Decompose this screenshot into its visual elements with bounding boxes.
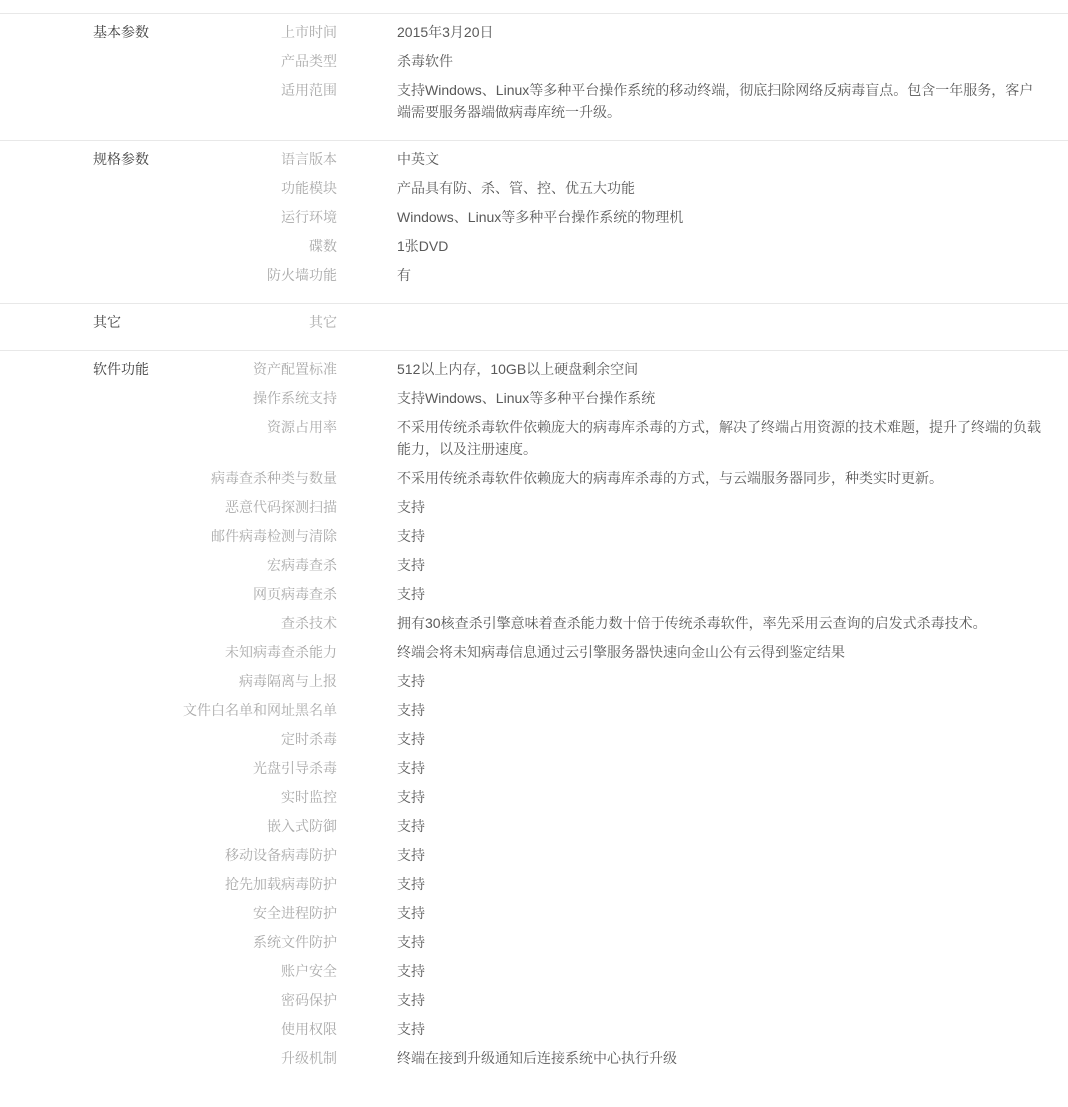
spec-row <box>0 815 1068 837</box>
spec-row-value: 支持 <box>397 499 425 515</box>
spec-row-value: 杀毒软件 <box>397 53 453 69</box>
spec-row-value: 支持 <box>397 876 425 892</box>
spec-row-label: 使用权限 <box>281 1021 337 1037</box>
spec-row-label: 网页病毒查杀 <box>253 586 337 602</box>
spec-row-value: 终端会将未知病毒信息通过云引擎服务器快速向金山公有云得到鉴定结果 <box>397 644 845 660</box>
spec-row-label: 升级机制 <box>281 1050 337 1066</box>
spec-row-value: 不采用传统杀毒软件依赖庞大的病毒库杀毒的方式，解决了终端占用资源的技术难题，提升了终端的负载能力，以及注册速度。 <box>397 419 1041 457</box>
spec-row-value: 支持 <box>397 528 425 544</box>
spec-row-value: 有 <box>397 267 411 283</box>
spec-row-label: 移动设备病毒防护 <box>225 847 337 863</box>
spec-row <box>0 387 1068 409</box>
spec-row-value: 支持 <box>397 673 425 689</box>
spec-row <box>0 525 1068 547</box>
spec-row <box>0 728 1068 750</box>
spec-row <box>0 21 1068 43</box>
section-title: 其它 <box>93 314 121 330</box>
spec-row-value: 拥有30核查杀引擎意味着查杀能力数十倍于传统杀毒软件，率先采用云查询的启发式杀毒技术。 <box>397 615 987 631</box>
spec-section <box>0 13 1068 140</box>
spec-row <box>0 902 1068 924</box>
spec-row-label: 产品类型 <box>281 53 337 69</box>
spec-row-value: 支持 <box>397 702 425 718</box>
spec-row-label: 适用范围 <box>281 82 337 98</box>
spec-row-label: 定时杀毒 <box>281 731 337 747</box>
spec-row-value: 512以上内存，10GB以上硬盘剩余空间 <box>397 361 639 377</box>
spec-row <box>0 235 1068 257</box>
spec-row <box>0 206 1068 228</box>
spec-row-value: 支持 <box>397 818 425 834</box>
spec-row-value: 支持 <box>397 586 425 602</box>
spec-row-label: 账户安全 <box>281 963 337 979</box>
spec-row-label: 功能模块 <box>281 180 337 196</box>
spec-row-label: 文件白名单和网址黑名单 <box>183 702 337 718</box>
spec-row-label: 资源占用率 <box>267 419 337 435</box>
spec-row-value: 支持 <box>397 789 425 805</box>
spec-row-value: 支持 <box>397 934 425 950</box>
spec-row <box>0 670 1068 692</box>
spec-row-label: 资产配置标准 <box>253 361 337 377</box>
spec-row-value: 终端在接到升级通知后连接系统中心执行升级 <box>397 1050 677 1066</box>
spec-row <box>0 583 1068 605</box>
spec-row <box>0 989 1068 1011</box>
spec-section <box>0 140 1068 303</box>
spec-row-value: 支持 <box>397 847 425 863</box>
spec-row-label: 安全进程防护 <box>253 905 337 921</box>
spec-row-label: 密码保护 <box>281 992 337 1008</box>
spec-row-value: 中英文 <box>397 151 439 167</box>
spec-row-label: 未知病毒查杀能力 <box>225 644 337 660</box>
spec-row-value: 支持 <box>397 760 425 776</box>
spec-row-label: 查杀技术 <box>281 615 337 631</box>
section-rows <box>0 358 1068 1069</box>
spec-row-label: 病毒查杀种类与数量 <box>211 470 337 486</box>
spec-row <box>0 699 1068 721</box>
section-title: 规格参数 <box>93 151 149 167</box>
spec-row <box>0 1047 1068 1069</box>
spec-row <box>0 873 1068 895</box>
spec-table <box>0 13 1068 1086</box>
spec-row <box>0 931 1068 953</box>
spec-row <box>0 467 1068 489</box>
spec-row-label: 实时监控 <box>281 789 337 805</box>
spec-row-value: 支持 <box>397 557 425 573</box>
section-title: 软件功能 <box>93 361 149 377</box>
spec-row-label: 上市时间 <box>281 24 337 40</box>
spec-row-label: 防火墙功能 <box>267 267 337 283</box>
spec-row-value: 支持 <box>397 992 425 1008</box>
spec-row-value: 支持 <box>397 1021 425 1037</box>
spec-row-value: 支持Windows、Linux等多种平台操作系统的移动终端，彻底扫除网络反病毒盲点。包含一年服务，客户端需要服务器端做病毒库统一升级。 <box>397 82 1034 120</box>
spec-row <box>0 416 1068 460</box>
spec-row <box>0 264 1068 286</box>
spec-row-label: 操作系统支持 <box>253 390 337 406</box>
spec-row <box>0 79 1068 123</box>
spec-row-label: 运行环境 <box>281 209 337 225</box>
section-rows <box>0 148 1068 286</box>
spec-row-label: 邮件病毒检测与清除 <box>211 528 337 544</box>
spec-row-value: 支持 <box>397 905 425 921</box>
spec-row-label: 抢先加载病毒防护 <box>225 876 337 892</box>
spec-row-value: 不采用传统杀毒软件依赖庞大的病毒库杀毒的方式，与云端服务器同步，种类实时更新。 <box>397 470 943 486</box>
section-title: 基本参数 <box>93 24 149 40</box>
spec-row <box>0 1018 1068 1040</box>
spec-row <box>0 844 1068 866</box>
spec-row-label: 嵌入式防御 <box>267 818 337 834</box>
spec-row-label: 光盘引导杀毒 <box>253 760 337 776</box>
spec-section <box>0 303 1068 350</box>
spec-section <box>0 350 1068 1086</box>
section-rows <box>0 21 1068 123</box>
spec-row <box>0 496 1068 518</box>
spec-row-value: 产品具有防、杀、管、控、优五大功能 <box>397 180 635 196</box>
spec-row <box>0 641 1068 663</box>
spec-row-label: 其它 <box>309 314 337 330</box>
spec-row-value: 支持 <box>397 731 425 747</box>
spec-row-value: 1张DVD <box>397 238 449 254</box>
spec-row-label: 碟数 <box>309 238 337 254</box>
spec-row <box>0 554 1068 576</box>
spec-row <box>0 786 1068 808</box>
spec-row-value: 支持 <box>397 963 425 979</box>
spec-row-label: 语言版本 <box>281 151 337 167</box>
spec-row-value: 支持Windows、Linux等多种平台操作系统 <box>397 390 656 406</box>
spec-row-label: 系统文件防护 <box>253 934 337 950</box>
spec-row-value: Windows、Linux等多种平台操作系统的物理机 <box>397 209 684 225</box>
spec-row <box>0 612 1068 634</box>
spec-row-value: 2015年3月20日 <box>397 24 494 40</box>
section-rows <box>0 311 1068 333</box>
spec-row <box>0 148 1068 170</box>
spec-row <box>0 311 1068 333</box>
spec-row-label: 恶意代码探测扫描 <box>225 499 337 515</box>
spec-row <box>0 50 1068 72</box>
spec-row <box>0 960 1068 982</box>
spec-row <box>0 177 1068 199</box>
spec-row <box>0 757 1068 779</box>
spec-row-label: 病毒隔离与上报 <box>239 673 337 689</box>
spec-row <box>0 358 1068 380</box>
spec-row-label: 宏病毒查杀 <box>267 557 337 573</box>
